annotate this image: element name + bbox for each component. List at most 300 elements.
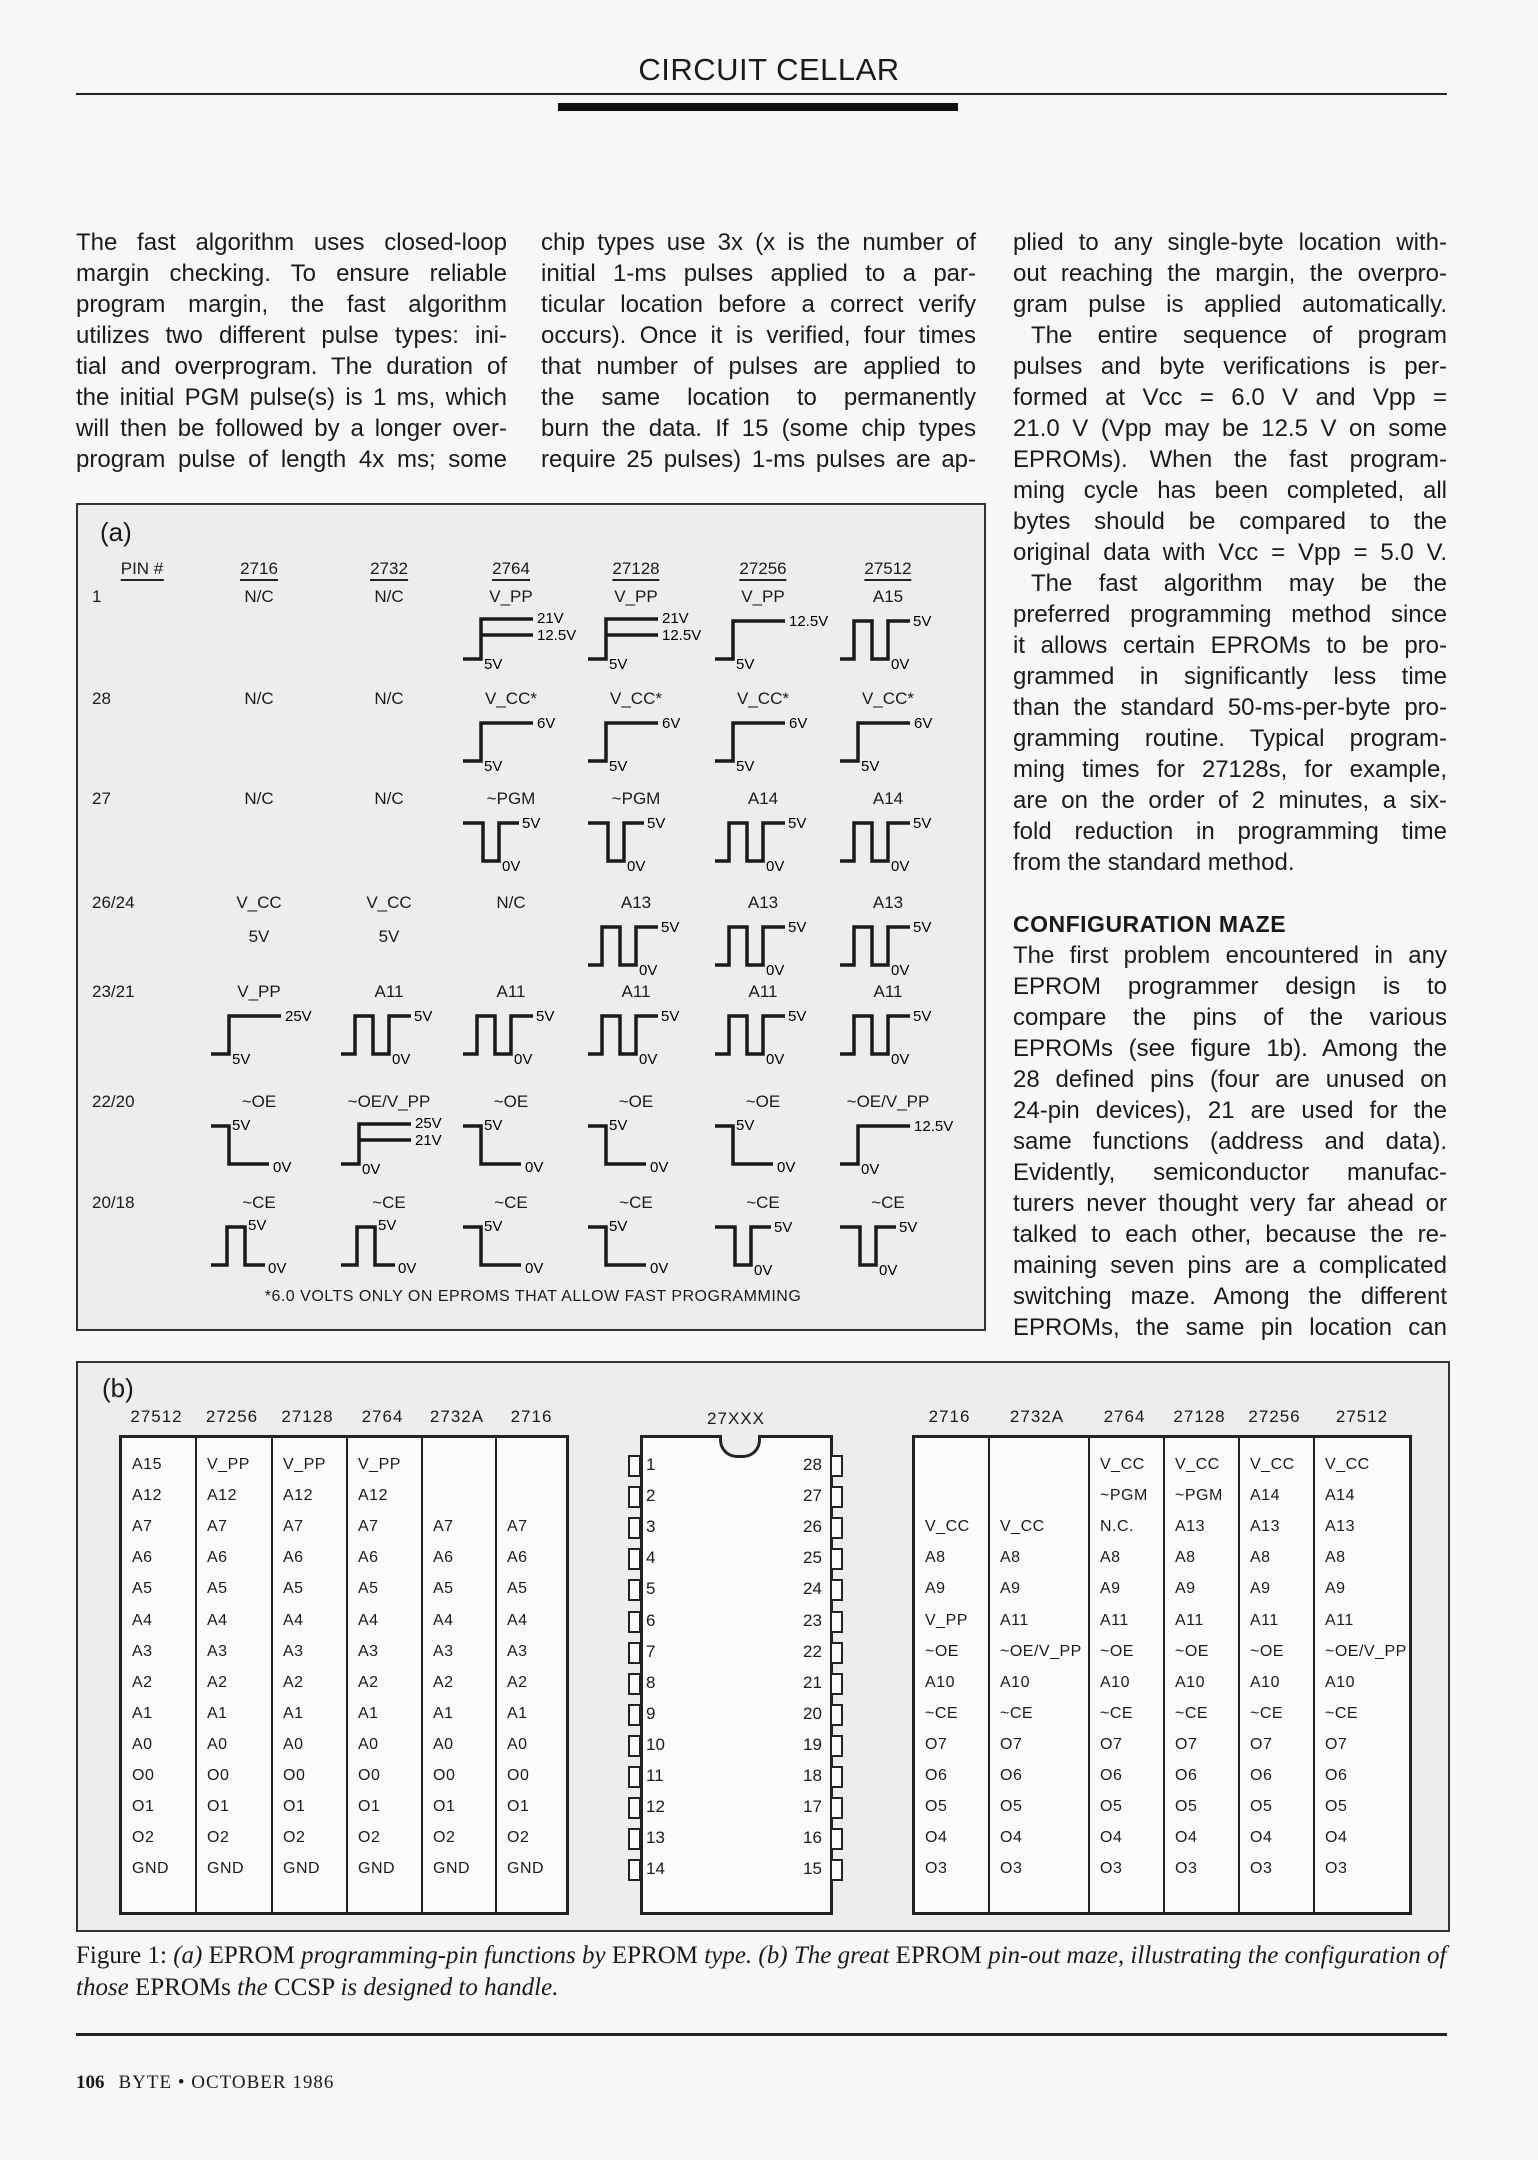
voltage-label: 5V [484,1117,503,1134]
voltage-label: 12.5V [537,627,577,644]
pin-function-cell: A7 [207,1518,228,1536]
pin-function-cell: V_CC [1325,1456,1370,1473]
waveform-pulse [211,1215,336,1281]
pin-function-cell: O5 [925,1798,948,1816]
pin-function-cell: O2 [507,1829,530,1847]
pin-number: 26/24 [92,893,135,912]
caption-segment: EPROM [611,1942,705,1969]
waveform-line [840,1126,910,1164]
text-line: The fast algorithm may be the [1031,570,1447,597]
pin-function-cell: ~OE/V_PP [1325,1642,1407,1660]
pin-function-label: V_CC* [610,689,662,708]
caption-segment: EPROM [208,1942,302,1969]
voltage-label: 5V [522,815,541,832]
pin-function-cell: O2 [358,1829,381,1847]
pin-function-cell: O3 [1250,1860,1273,1878]
eprom-type-header: 2764 [492,559,530,581]
waveform-step [211,1004,336,1070]
pin-function-cell: O3 [1100,1860,1123,1878]
eprom-type-header: 27128 [612,559,659,581]
pin-function-cell: ~CE [1100,1704,1134,1722]
pin-function-cell: O5 [1000,1798,1023,1816]
pin-function-cell: A11 [1175,1611,1204,1629]
chip-pin [628,1486,641,1508]
pin-number: 8 [646,1672,656,1692]
waveform-line [341,1124,411,1164]
eprom-type-header: 27128 [281,1407,334,1426]
chip-pin [628,1766,641,1788]
waveform-addr [840,915,965,981]
pin-function-cell: A4 [507,1611,528,1629]
pin-number: 9 [646,1703,656,1723]
voltage-label: 0V [891,962,910,979]
waveform-step [588,711,713,777]
pin-function-label: ~CE [494,1193,528,1212]
voltage-label: 5V [913,613,932,630]
pin-number: 22 [803,1641,822,1661]
pin-function-label: ~OE [745,1092,781,1111]
pin-function-cell: A10 [925,1673,955,1691]
pin-function-cell: A6 [507,1549,528,1567]
chip-pin [830,1611,843,1633]
caption-segment: (a) [173,1942,209,1969]
column-divider [1163,1438,1165,1912]
text-line: the same location to permanently [541,384,976,411]
voltage-label: 0V [627,858,646,875]
pin-function-cell: A4 [358,1611,379,1629]
chip-pin [628,1642,641,1664]
pin-function-cell: ~CE [1000,1704,1034,1722]
pin-function-cell: A10 [1325,1673,1355,1691]
pin-function-cell: V_CC [1100,1456,1145,1473]
pin-function-cell: A14 [1325,1487,1355,1505]
pin-number: 13 [646,1828,665,1848]
header-bar [558,103,958,111]
pin-number: 24 [803,1579,822,1599]
pin-function-cell: A12 [207,1487,237,1505]
waveform-line [588,723,658,761]
pin-function-label: ~CE [242,1193,276,1212]
pin-function-cell: A12 [132,1487,162,1505]
text-line: plied to any single-byte location with- [1013,229,1447,256]
waveform-line [840,823,910,861]
pin-number: 27 [92,789,111,808]
waveform-fall [715,1114,840,1180]
pin-function-cell: A0 [207,1735,228,1753]
pin-function-cell: GND [358,1860,396,1878]
figure-a-label: (a) [100,517,132,547]
waveform-line [840,723,910,761]
text-line: turers never thought very far ahead or [1013,1190,1447,1217]
pin-number: 22/20 [92,1092,135,1111]
pin-header: PIN # [121,559,164,581]
pin-function-cell: ~CE [1325,1704,1359,1722]
pin-function-label: V_PP [237,982,281,1001]
text-line: from the standard method. [1013,849,1295,876]
voltage-label: 5V [609,1117,628,1134]
pin-number: 4 [646,1548,656,1568]
waveform-line [463,1016,533,1054]
pin-function-cell: A9 [1100,1580,1121,1598]
waveform-line [588,619,658,659]
pin-function-cell: A5 [283,1580,304,1598]
pin-function-cell: V_CC [1000,1518,1045,1536]
text-line: bytes should be compared to the [1013,508,1447,535]
eprom-type-header: 27256 [205,1407,259,1426]
pin-function-cell: A2 [433,1673,454,1691]
pin-function-cell: O7 [1325,1735,1348,1753]
pin-function-label: ~PGM [486,789,536,808]
waveform-step [840,1114,965,1180]
pin-number: 26 [803,1517,822,1537]
waveform-addr [840,811,965,877]
pin-function-cell: O1 [358,1798,381,1816]
section-heading: CONFIGURATION MAZE [1013,911,1287,937]
waveform-line [715,621,785,659]
voltage-label: 5V [609,656,628,673]
page-footer [76,2072,334,2094]
pin-function-label: A13 [747,893,779,912]
pin-function-cell: A5 [132,1580,153,1598]
pin-function-cell: A1 [358,1704,379,1722]
eprom-type-header: 2764 [1103,1407,1146,1426]
pin-function-cell: O1 [283,1798,306,1816]
pin-function-cell: O6 [1175,1767,1198,1784]
voltage-label: 5V [536,1008,555,1025]
header-rule [76,93,1447,95]
pin-function-cell: O4 [1325,1829,1348,1847]
page-number: 106 [76,2072,105,2093]
pin-number: 20 [803,1703,822,1723]
waveform-addr [715,915,840,981]
pin-function-cell: A9 [925,1580,946,1598]
text-line: that number of pulses are applied to [541,353,976,380]
voltage-label: 0V [754,1262,773,1279]
pin-number: 6 [646,1610,656,1630]
voltage-label: 21V [415,1132,442,1149]
voltage-label: 0V [273,1159,292,1176]
pin-function-label: A13 [620,893,652,912]
caption-segment: pin-out maze, illustrating the configuration of those [76,1942,1447,2001]
chip-pin [628,1548,641,1570]
section-header: CIRCUIT CELLAR [638,52,900,87]
pin-function-label: N/C [244,689,274,708]
waveform-line [715,723,785,761]
caption-segment: CCSP [273,1974,341,2001]
voltage-label: 5V [232,1117,251,1134]
pin-number: 18 [803,1766,822,1785]
voltage-label: 12.5V [662,627,702,644]
pin-function-cell: A13 [1325,1518,1355,1536]
pin-function-cell: A8 [1250,1549,1271,1567]
voltage-label: 5V [788,815,807,832]
pin-function-cell: ~CE [925,1704,959,1722]
pin-function-label: A13 [872,893,904,912]
text-line: same functions (address and data). [1013,1128,1447,1155]
voltage-label: 0V [650,1260,669,1277]
pin-function-cell: A9 [1325,1580,1346,1598]
caption-segment: is designed to handle. [340,1974,559,2001]
pin-function-cell: O6 [925,1767,948,1784]
voltage-label: 12.5V [789,613,829,630]
caption-segment: type. (b) The great [704,1942,896,1969]
pin-function-cell: GND [507,1860,545,1878]
pin-function-cell: A6 [207,1549,228,1567]
text-line: The entire sequence of program [1031,322,1447,349]
pin-function-cell: A1 [433,1704,454,1722]
chip-pin [830,1704,843,1726]
pin-function-cell: O2 [207,1829,230,1847]
column-divider [271,1438,273,1912]
pin-function-label: ~OE/V_PP [347,1092,431,1111]
pin-number: 17 [803,1797,822,1817]
pin-number: 28 [92,689,111,708]
eprom-type-header: 2732A [1009,1407,1065,1426]
pin-function-cell: O4 [1000,1829,1023,1847]
caption-segment: programming-pin functions by [301,1942,612,1969]
pin-function-cell: O0 [207,1767,230,1784]
voltage-label: 5V [788,1008,807,1025]
pin-function-cell: ~CE [1175,1704,1209,1722]
pin-function-cell: O6 [1000,1767,1023,1784]
pin-number: 25 [803,1548,822,1568]
pin-function-cell: O7 [1100,1735,1123,1753]
pin-function-label: V_CC* [485,689,537,708]
column-divider [421,1438,423,1912]
text-line: The first problem encountered in any [1013,942,1447,969]
voltage-label: 5V [378,1217,397,1234]
chip-pin [830,1486,843,1508]
pin-function-cell: N.C. [1100,1518,1134,1536]
voltage-label: 0V [525,1159,544,1176]
text-line: gram pulse is applied automatically. [1013,291,1447,318]
eprom-type-header: 2716 [928,1407,971,1426]
chip-pin [830,1673,843,1695]
pin-function-cell: A10 [1100,1673,1130,1691]
text-line: 28 defined pins (four are unused on [1013,1066,1447,1093]
waveform-addr [715,811,840,877]
waveform-line [463,723,533,761]
pin-function-label: A11 [496,982,526,1001]
voltage-label: 5V [414,1008,433,1025]
chip-pin [830,1548,843,1570]
voltage-label: 21V [662,610,689,627]
pin-function-cell: O1 [507,1798,530,1816]
waveform-neg [588,811,713,877]
chip-pin [628,1859,641,1881]
waveform-line [341,1016,411,1054]
text-line: out reaching the margin, the overpro- [1013,260,1447,287]
voltage-label: 0V [514,1051,533,1068]
caption-rule [76,2033,1447,2036]
pin-number: 1 [92,587,102,606]
waveform-line [840,927,910,965]
waveform-line [840,621,910,659]
waveform-line [715,927,785,965]
pin-function-cell: ~OE [1175,1642,1209,1660]
waveform-step [715,711,840,777]
pin-number: 5 [646,1579,656,1599]
pin-function-cell: A2 [207,1673,228,1691]
waveform-line [715,1016,785,1054]
text-column-3 [1013,227,1447,1343]
pin-function-cell: O3 [1000,1860,1023,1878]
chip-pin [628,1735,641,1757]
chip-pin [830,1859,843,1881]
pin-function-label: A11 [873,982,903,1001]
pin-function-label: A14 [872,789,904,808]
pin-function-label: ~OE [493,1092,529,1111]
pin-function-cell: A3 [283,1642,304,1660]
caption-segment: Figure 1: [76,1942,174,1969]
chip-pin [628,1673,641,1695]
voltage-label: 0V [639,962,658,979]
pin-function-cell: A3 [433,1642,454,1660]
pin-function-cell: O5 [1250,1798,1273,1816]
waveform-addr [588,915,713,981]
eprom-type-header: 2716 [240,559,278,581]
pin-function-label: ~CE [619,1193,653,1212]
waveform-neg [715,1215,840,1281]
pin-number: 7 [646,1641,656,1661]
pin-function-label: N/C [374,789,404,808]
waveform-line [840,1016,910,1054]
left-pinout-table [119,1435,569,1915]
footnote: *6.0 VOLTS ONLY ON EPROMS THAT ALLOW FAST PROGRAMMING [264,1288,802,1305]
pin-function-cell: A1 [132,1704,153,1722]
pin-number: 12 [646,1797,665,1817]
voltage-label: 5V [484,1218,503,1235]
waveform-fall [211,1114,336,1180]
waveform-line [588,823,644,861]
voltage-label: 0V [502,858,521,875]
voltage-text: 5V [248,927,270,946]
pin-function-cell: A11 [1250,1611,1279,1629]
pin-function-cell: O5 [1175,1798,1198,1816]
waveform-step2 [341,1114,466,1180]
pin-number: 23 [803,1610,822,1630]
pin-function-cell: A7 [283,1518,304,1536]
pin-function-cell: A2 [358,1673,379,1691]
pin-number: 16 [803,1828,822,1848]
pin-function-cell: ~OE [925,1642,959,1660]
text-line: it allows certain EPROMs to be pro- [1013,632,1447,659]
chip-pin [628,1828,641,1850]
pin-function-cell: O1 [132,1798,155,1816]
text-line: margin checking. To ensure reliable [76,260,507,287]
chip-pin [628,1517,641,1539]
caption-segment: the [237,1974,274,2001]
pin-function-cell: O3 [1175,1860,1198,1878]
text-line: burn the data. If 15 (some chip types [541,415,976,442]
waveform-addr [588,1004,713,1070]
pin-function-cell: A4 [283,1611,304,1629]
pin-number: 3 [646,1517,656,1537]
pin-number: 28 [803,1455,822,1474]
waveform-addr [463,1004,588,1070]
voltage-label: 5V [484,758,503,775]
waveform-line [463,823,519,861]
waveform-step2 [588,609,713,675]
voltage-label: 5V [647,815,666,832]
voltage-label: 0V [525,1260,544,1277]
pin-function-cell: A3 [207,1642,228,1660]
column-divider [1313,1438,1315,1912]
pin-function-cell: O0 [507,1767,530,1784]
pin-function-cell: V_PP [358,1456,401,1473]
right-pinout-table [912,1435,1412,1915]
pin-number: 19 [803,1734,822,1754]
pin-function-cell: O6 [1100,1767,1123,1784]
pin-function-cell: A5 [207,1580,228,1598]
pin-number: 27 [803,1486,822,1506]
text-line: preferred programming method since [1013,601,1447,628]
text-line: 24-pin devices), 21 are used for the [1013,1097,1447,1124]
text-line: maining seven pins are a complicated [1013,1252,1447,1279]
voltage-label: 0V [639,1051,658,1068]
pin-function-cell: V_CC [925,1518,970,1536]
voltage-label: 0V [891,858,910,875]
pin-function-label: ~OE/V_PP [846,1092,930,1111]
pin-function-label: N/C [244,789,274,808]
chip-pin [628,1704,641,1726]
caption-segment: EPROMs [135,1974,238,2001]
pin-function-label: ~PGM [611,789,661,808]
pin-function-cell: A9 [1000,1580,1021,1598]
voltage-label: 0V [398,1260,417,1277]
pin-function-cell: A1 [207,1704,228,1722]
pin-function-label: ~OE [618,1092,654,1111]
waveform-addr [840,1004,965,1070]
text-column-2 [541,227,976,475]
pin-function-cell: O2 [283,1829,306,1847]
voltage-label: 5V [736,758,755,775]
column-divider [1088,1438,1090,1912]
text-line: fold reduction in programming time [1013,818,1447,845]
caption-segment: EPROM [895,1942,989,1969]
pin-function-cell: A13 [1175,1518,1205,1536]
chip-pin [628,1579,641,1601]
pin-function-cell: O1 [433,1798,456,1816]
pin-function-cell: A15 [132,1456,162,1473]
text-line: compare the pins of the various [1013,1004,1447,1031]
pin-function-cell: O2 [132,1829,155,1847]
waveform-fall [588,1215,713,1281]
voltage-label: 21V [537,610,564,627]
pin-function-cell: A7 [132,1518,153,1536]
text-line: The fast algorithm uses closed-loop [76,229,507,256]
voltage-label: 5V [913,1008,932,1025]
voltage-label: 6V [662,715,681,732]
voltage-label: 0V [392,1051,411,1068]
text-line: require 25 pulses) 1-ms pulses are ap- [541,446,976,473]
pin-function-cell: ~PGM [1175,1487,1223,1505]
pin-function-cell: O2 [433,1829,456,1847]
text-line: ticular location before a correct verify [541,291,976,318]
voltage-text: 5V [378,927,400,946]
voltage-label: 6V [914,715,933,732]
waveform-addr [715,1004,840,1070]
pin-function-cell: O6 [1250,1767,1273,1784]
voltage-label: 0V [879,1262,898,1279]
voltage-label: 5V [661,919,680,936]
text-line: Evidently, semiconductor manufac- [1013,1159,1447,1186]
text-line: ming cycle has been completed, all [1013,477,1447,504]
eprom-type-header: 27128 [1173,1407,1226,1426]
voltage-label: 5V [861,758,880,775]
pin-function-cell: A13 [1250,1518,1280,1536]
pin-function-cell: O5 [1100,1798,1123,1816]
